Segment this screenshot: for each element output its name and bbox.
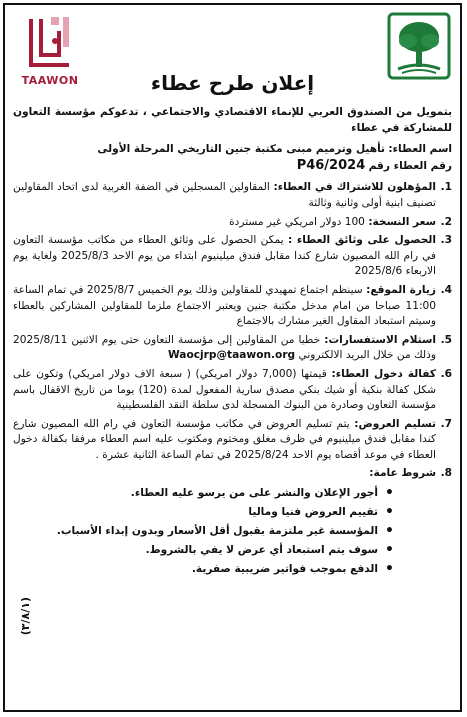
list-item: 8. شروط عامة: • أجور الإعلان والنشر على من يرسو عليه العطاء. • تقييم العروض فنيا وماليا • المؤسسة غير ملتزمة بقبول أقل الأسعار وبدون إبداء الأسباب. • سوف يتم استبعاد أي عرض لا يفي بالشروط. • الدفع بموجب فواتير ضريبية صفرية.: [13, 466, 436, 579]
taawon-logo-text: TAAWON: [21, 74, 79, 87]
announcement-body: [13, 105, 452, 582]
list-item: 4. زيارة الموقع: سينظم اجتماع تمهيدي للمقاولين وذلك يوم الخميس 2025/8/7 في تمام الساعة 11:00 صباحا من امام مدخل مكتبة جنين ويعتبر الاجتماع ملزما للمقاولين المشاركين بالعطاء وسيتم استبعاد المقاول الغير مشارك بالاجتماع: [13, 283, 452, 328]
list-item: 3. الحصول على وثائق العطاء : يمكن الحصول على وثائق العطاء من مكاتب مؤسسة التعاون في رام الله المصيون شارع كندا مقابل فندق ميلينيوم ابتداء من يوم الاحد 2025/8/3 ولغاية يوم الاربعاء 2025/8/6: [13, 234, 452, 278]
list-item: 5. استلام الاستفسارات: خطيا من المقاولين إلى مؤسسة التعاون حتى يوم الاثنين 2025/8/11 وذلك من خلال البريد الالكتروني Waocjrp@taawon.org: [13, 333, 452, 362]
term-item: • أجور الإعلان والنشر على من يرسو عليه العطاء.: [13, 484, 378, 503]
reference-code: (٣/٨/١): [19, 597, 32, 636]
list-item: 6. كفالة دخول العطاء: قيمتها (7,000 دولار امريكي) ( سبعة الاف دولار امريكي) وتكون على شكل كفالة بنكية أو شيك بنكي مصدق سارية المفعول لمدة (120) يوما من تاريخ الاقفال باسم مؤسسة التعاون وصادرة من البنوك المسجلة لدى سلطة النقد الفلسطينية: [13, 367, 452, 412]
tender-name: [13, 142, 452, 158]
taawon-mark-icon: [15, 11, 85, 73]
term-item: • سوف يتم استبعاد أي عرض لا يفي بالشروط.: [13, 541, 378, 560]
term-item: • المؤسسة غير ملتزمة بقبول أقل الأسعار وبدون إبداء الأسباب.: [13, 522, 378, 541]
tender-name-value: تأهيل وترميم مبنى مكتبة جنين التاريخي المرحلة الأولى: [97, 143, 386, 156]
term-item: • الدفع بموجب فواتير ضريبية صفرية.: [13, 560, 378, 579]
email-link[interactable]: Waocjrp@taawon.org: [168, 349, 296, 362]
tender-name-label: اسم العطاء:: [388, 143, 452, 156]
list-item: 1. المؤهلون للاشتراك في العطاء: المقاولين المسجلين في الضفة الغربية لدى اتحاد المقاولين تصنيف ابنية أولى وثانية وثالثة: [13, 181, 452, 209]
page-title: إعلان طرح عطاء: [150, 71, 315, 95]
intro-text: بتمويل من الصندوق العربي للإنماء الاقتصادي والاجتماعي ، تدعوكم مؤسسة التعاون للمشاركة في عطاء: [13, 106, 452, 134]
tender-items-list: [13, 180, 452, 579]
list-item: 7. تسليم العروض: يتم تسليم العروض في مكاتب مؤسسة التعاون في رام الله المصيون شارع كندا مقابل فندق ميلينيوم في ظرف مغلق ومختوم ومكتوب عليه اسم العطاء مرفقا بكفالة دخول العطاء في موعد أقصاه يوم الاحد 2025/8/24 في تمام الساعة الثانية عشرة .: [13, 417, 452, 461]
tender-number-label: رقم العطاء رقم: [368, 159, 452, 172]
list-item: 2. سعر النسخة: 100 دولار امريكي غير مستردة: [229, 215, 452, 228]
tender-announcement: [3, 3, 462, 712]
tender-number-value: P46/2024: [296, 157, 366, 173]
general-terms-list: [13, 484, 436, 579]
term-item: • تقييم العروض فنيا وماليا: [13, 503, 378, 522]
tender-number: [13, 158, 452, 175]
